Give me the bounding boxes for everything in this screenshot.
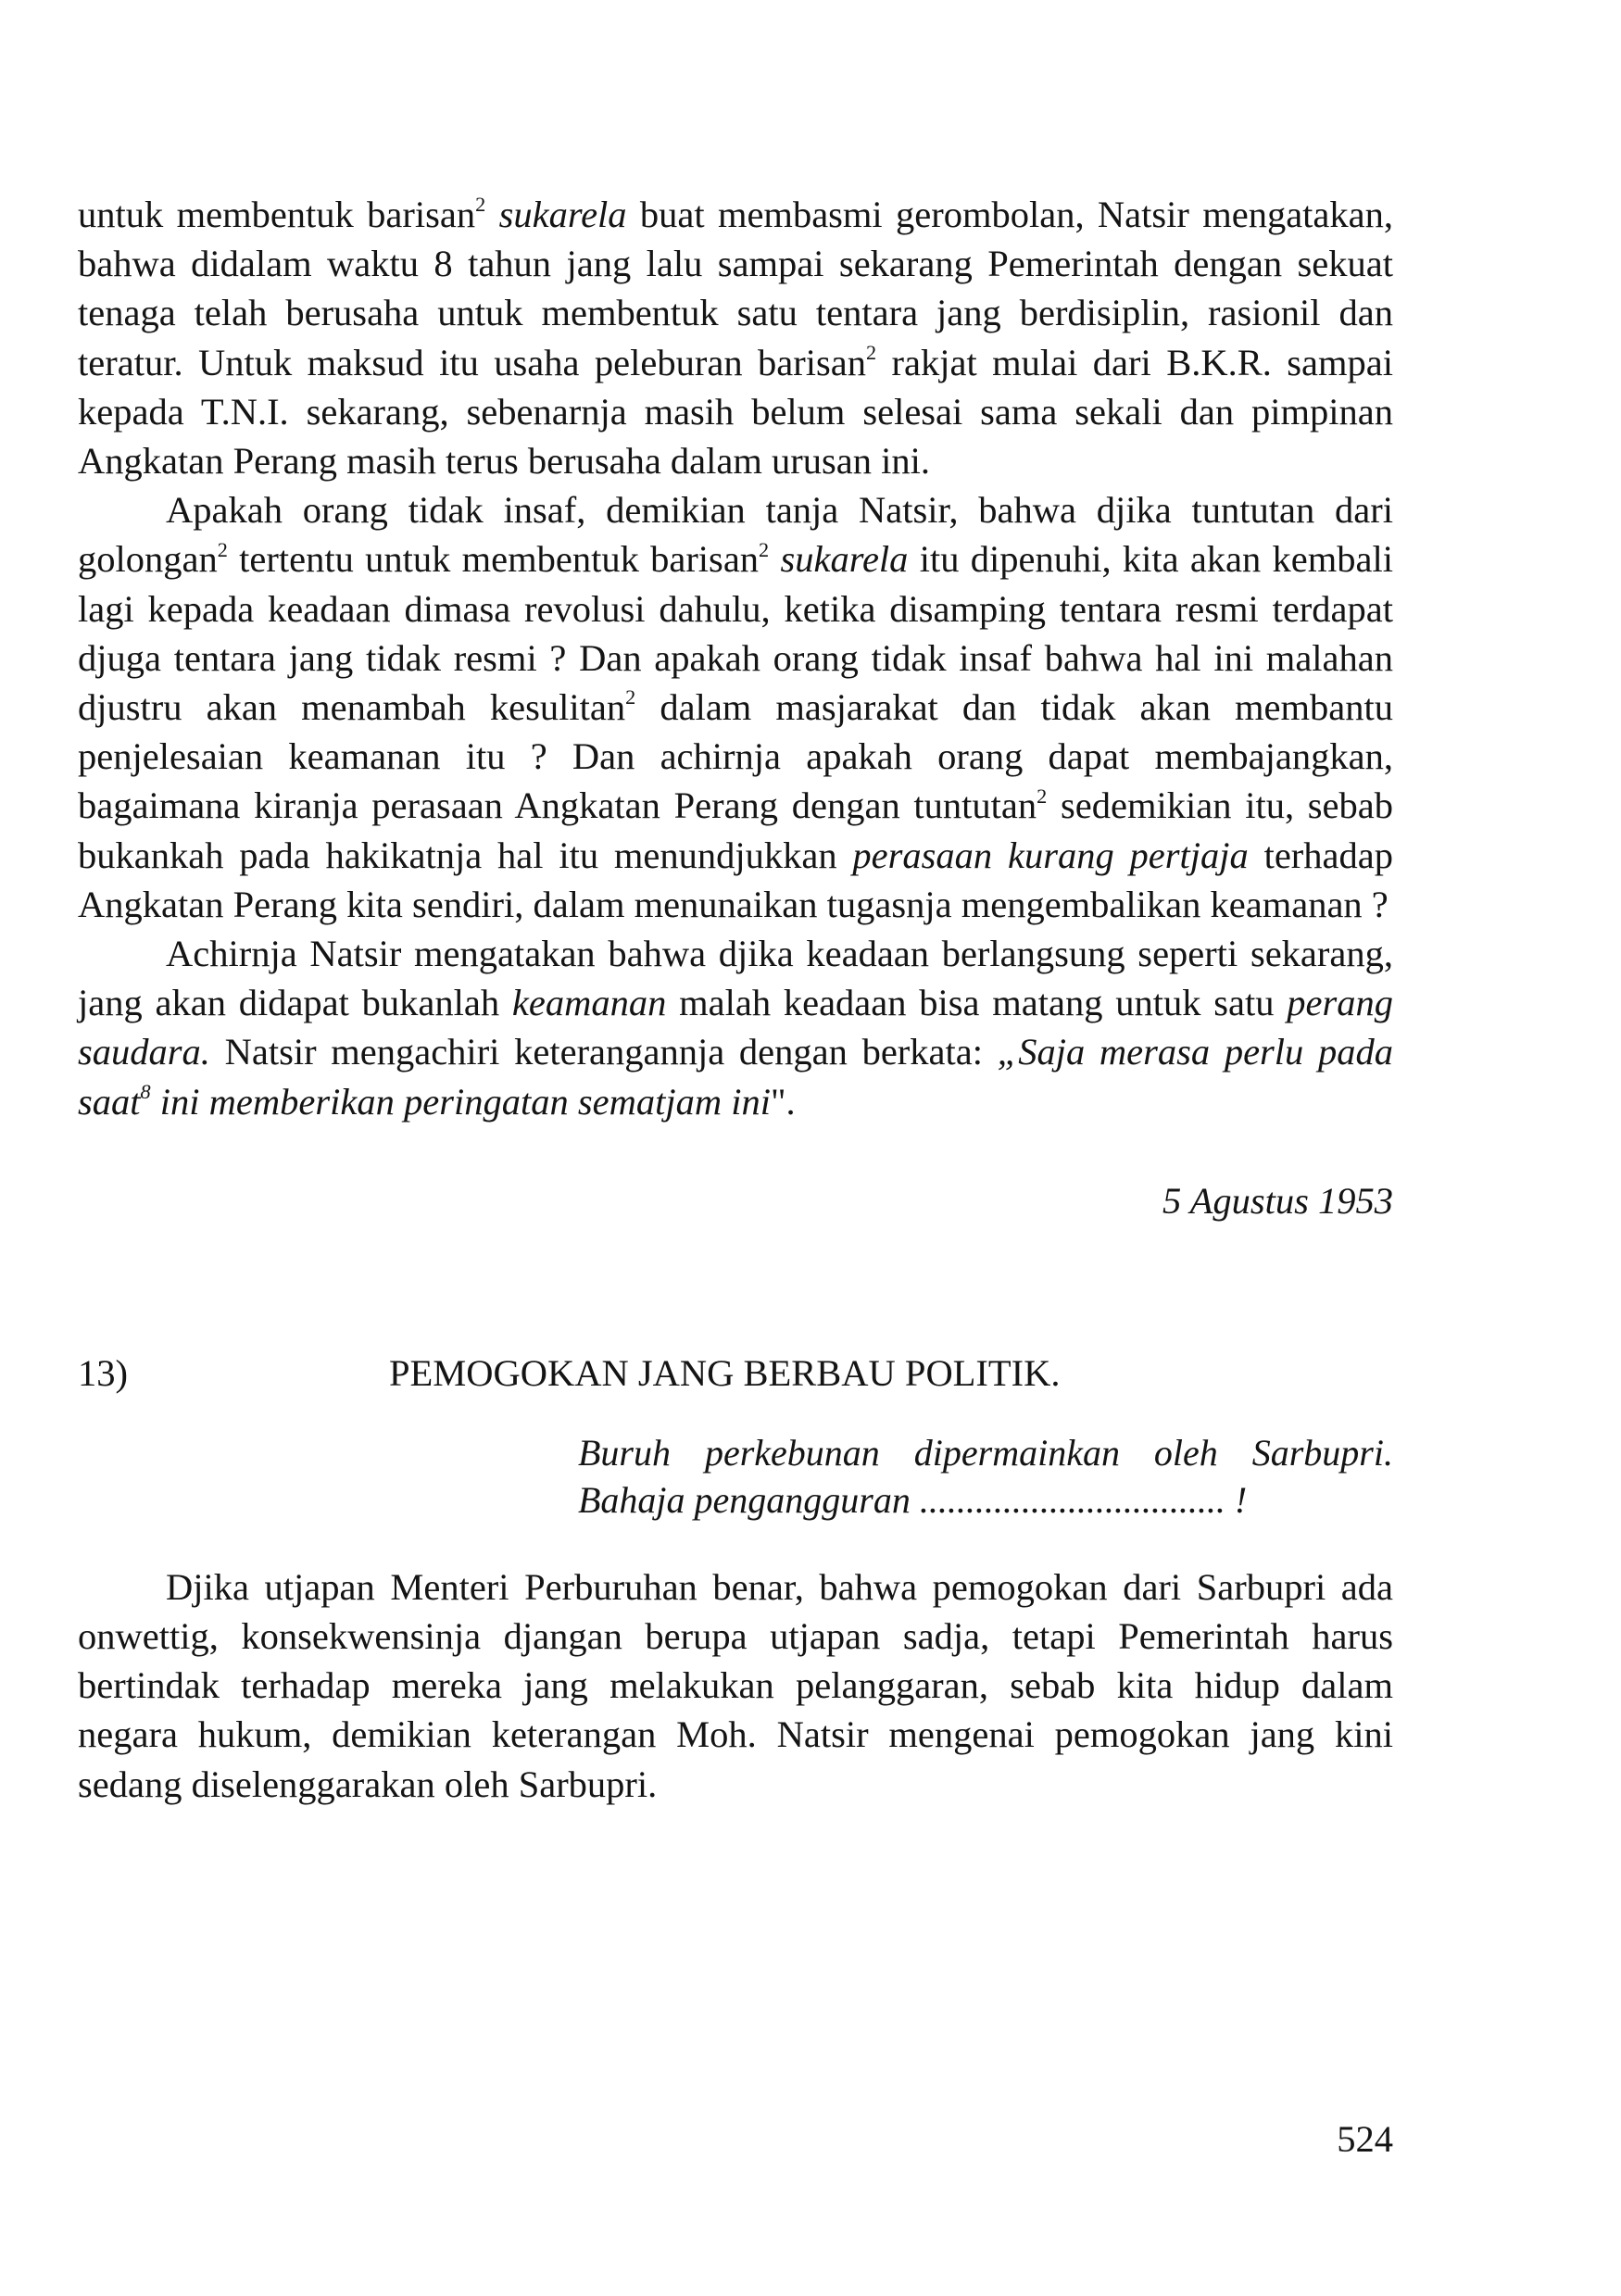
italic-phrase: sukarela (498, 194, 627, 235)
section-heading (78, 1348, 1393, 1399)
article-body (78, 190, 1393, 1126)
footnote-superscript: 2 (625, 685, 636, 709)
paragraph (78, 485, 1393, 929)
footnote-superscript: 2 (475, 193, 486, 217)
text-run: itu dipenuhi, kita akan kembali lagi kepada keadaan dimasa revolusi dahulu, ketika disamping tentara resmi terdapat djuga tentara jang tidak resmi ? Dan apakah orang tidak insaf bahwa hal ini malahan djustru akan menambah kesulitan (78, 538, 1394, 729)
page-number: 524 (1337, 2118, 1393, 2160)
text-run: Apakah orang tidak insaf, demikian tanja Natsir, bahwa djika tuntutan dari golongan (78, 489, 1393, 581)
text-run: Natsir mengachiri keterangannja dengan berkata: (209, 1031, 998, 1073)
section-title: PEMOGOKAN JANG BERBAU POLITIK. (389, 1351, 1061, 1394)
footnote-superscript: 8 (140, 1079, 151, 1103)
text-run (485, 194, 498, 235)
epigraph (578, 1429, 1393, 1524)
paragraph (78, 929, 1393, 1126)
text-run: Achirnja Natsir mengatakan bahwa djika keadaan berlangsung seperti sekarang, jang akan didapat bukanlah (78, 933, 1393, 1024)
text-run: sedemikian itu, sebab bukankah pada hakikatnja hal itu menundjukkan (78, 784, 1393, 876)
text-run: rakjat mulai dari B.K.R. sampai kepada T.N.I. sekarang, sebenarnja masih belum selesai sama sekali dan pimpinan Angkatan Perang masih terus berusaha dalam urusan ini. (78, 341, 1393, 483)
text-run: terhadap Angkatan Perang kita sendiri, dalam menunaikan tugasnja mengembalikan keamanan ? (78, 834, 1393, 925)
italic-phrase: ini memberikan peringatan sematjam ini (150, 1080, 771, 1123)
dateline: 5 Agustus 1953 (1162, 1179, 1393, 1222)
text-run: buat membasmi gerombolan, Natsir mengatakan, bahwa didalam waktu 8 tahun jang lalu sampai sekarang Pemerintah dengan sekuat tenaga telah berusaha untuk membentuk satu tentara jang berdisiplin, rasionil dan teratur. Untuk maksud itu usaha peleburan barisan (78, 194, 1394, 383)
epigraph-line-1: Buruh perkebunan dipermainkan oleh Sarbupri. (578, 1431, 1393, 1474)
text-run: malah keadaan bisa matang untuk satu (666, 982, 1288, 1024)
italic-phrase: perasaan kurang pertjaja (852, 834, 1249, 876)
footnote-superscript: 2 (217, 537, 228, 561)
paragraph (78, 190, 1393, 485)
italic-phrase: perang saudara. (78, 982, 1394, 1073)
text-run: untuk membentuk barisan (78, 194, 476, 235)
section-paragraph: Djika utjapan Menteri Perburuhan benar, bahwa pemogokan dari Sarbupri ada onwettig, konsekwensinja djangan berupa utjapan sadja, tetapi Pemerintah harus bertindak terhadap mereka jang melakukan pelanggaran, sebab kita hidup dalam negara hukum, demikian keterangan Moh. Natsir mengenai pemogokan jang kini sedang diselenggarakan oleh Sarbupri. (78, 1565, 1393, 1805)
footnote-superscript: 2 (759, 537, 770, 561)
epigraph-line-2: Bahaja pengangguran ................................. ! (578, 1478, 1248, 1521)
footnote-superscript: 2 (1037, 784, 1048, 808)
text-run: ". (770, 1080, 796, 1123)
text-run: dalam masjarakat dan tidak akan membantu penjelesaian keamanan itu ? Dan achirnja apakah orang dapat membajangkan, bagaimana kiranja perasaan Angkatan Perang dengan tuntutan (78, 686, 1394, 827)
italic-phrase: „Saja merasa perlu pada saat (78, 1031, 1393, 1123)
text-run (769, 538, 780, 580)
document-page (78, 190, 1393, 1809)
footnote-superscript: 2 (865, 340, 877, 364)
section-number: 13) (78, 1351, 128, 1394)
italic-phrase: keamanan (511, 982, 667, 1024)
italic-phrase: sukarela (780, 538, 909, 581)
text-run: tertentu untuk membentuk barisan (227, 538, 760, 581)
